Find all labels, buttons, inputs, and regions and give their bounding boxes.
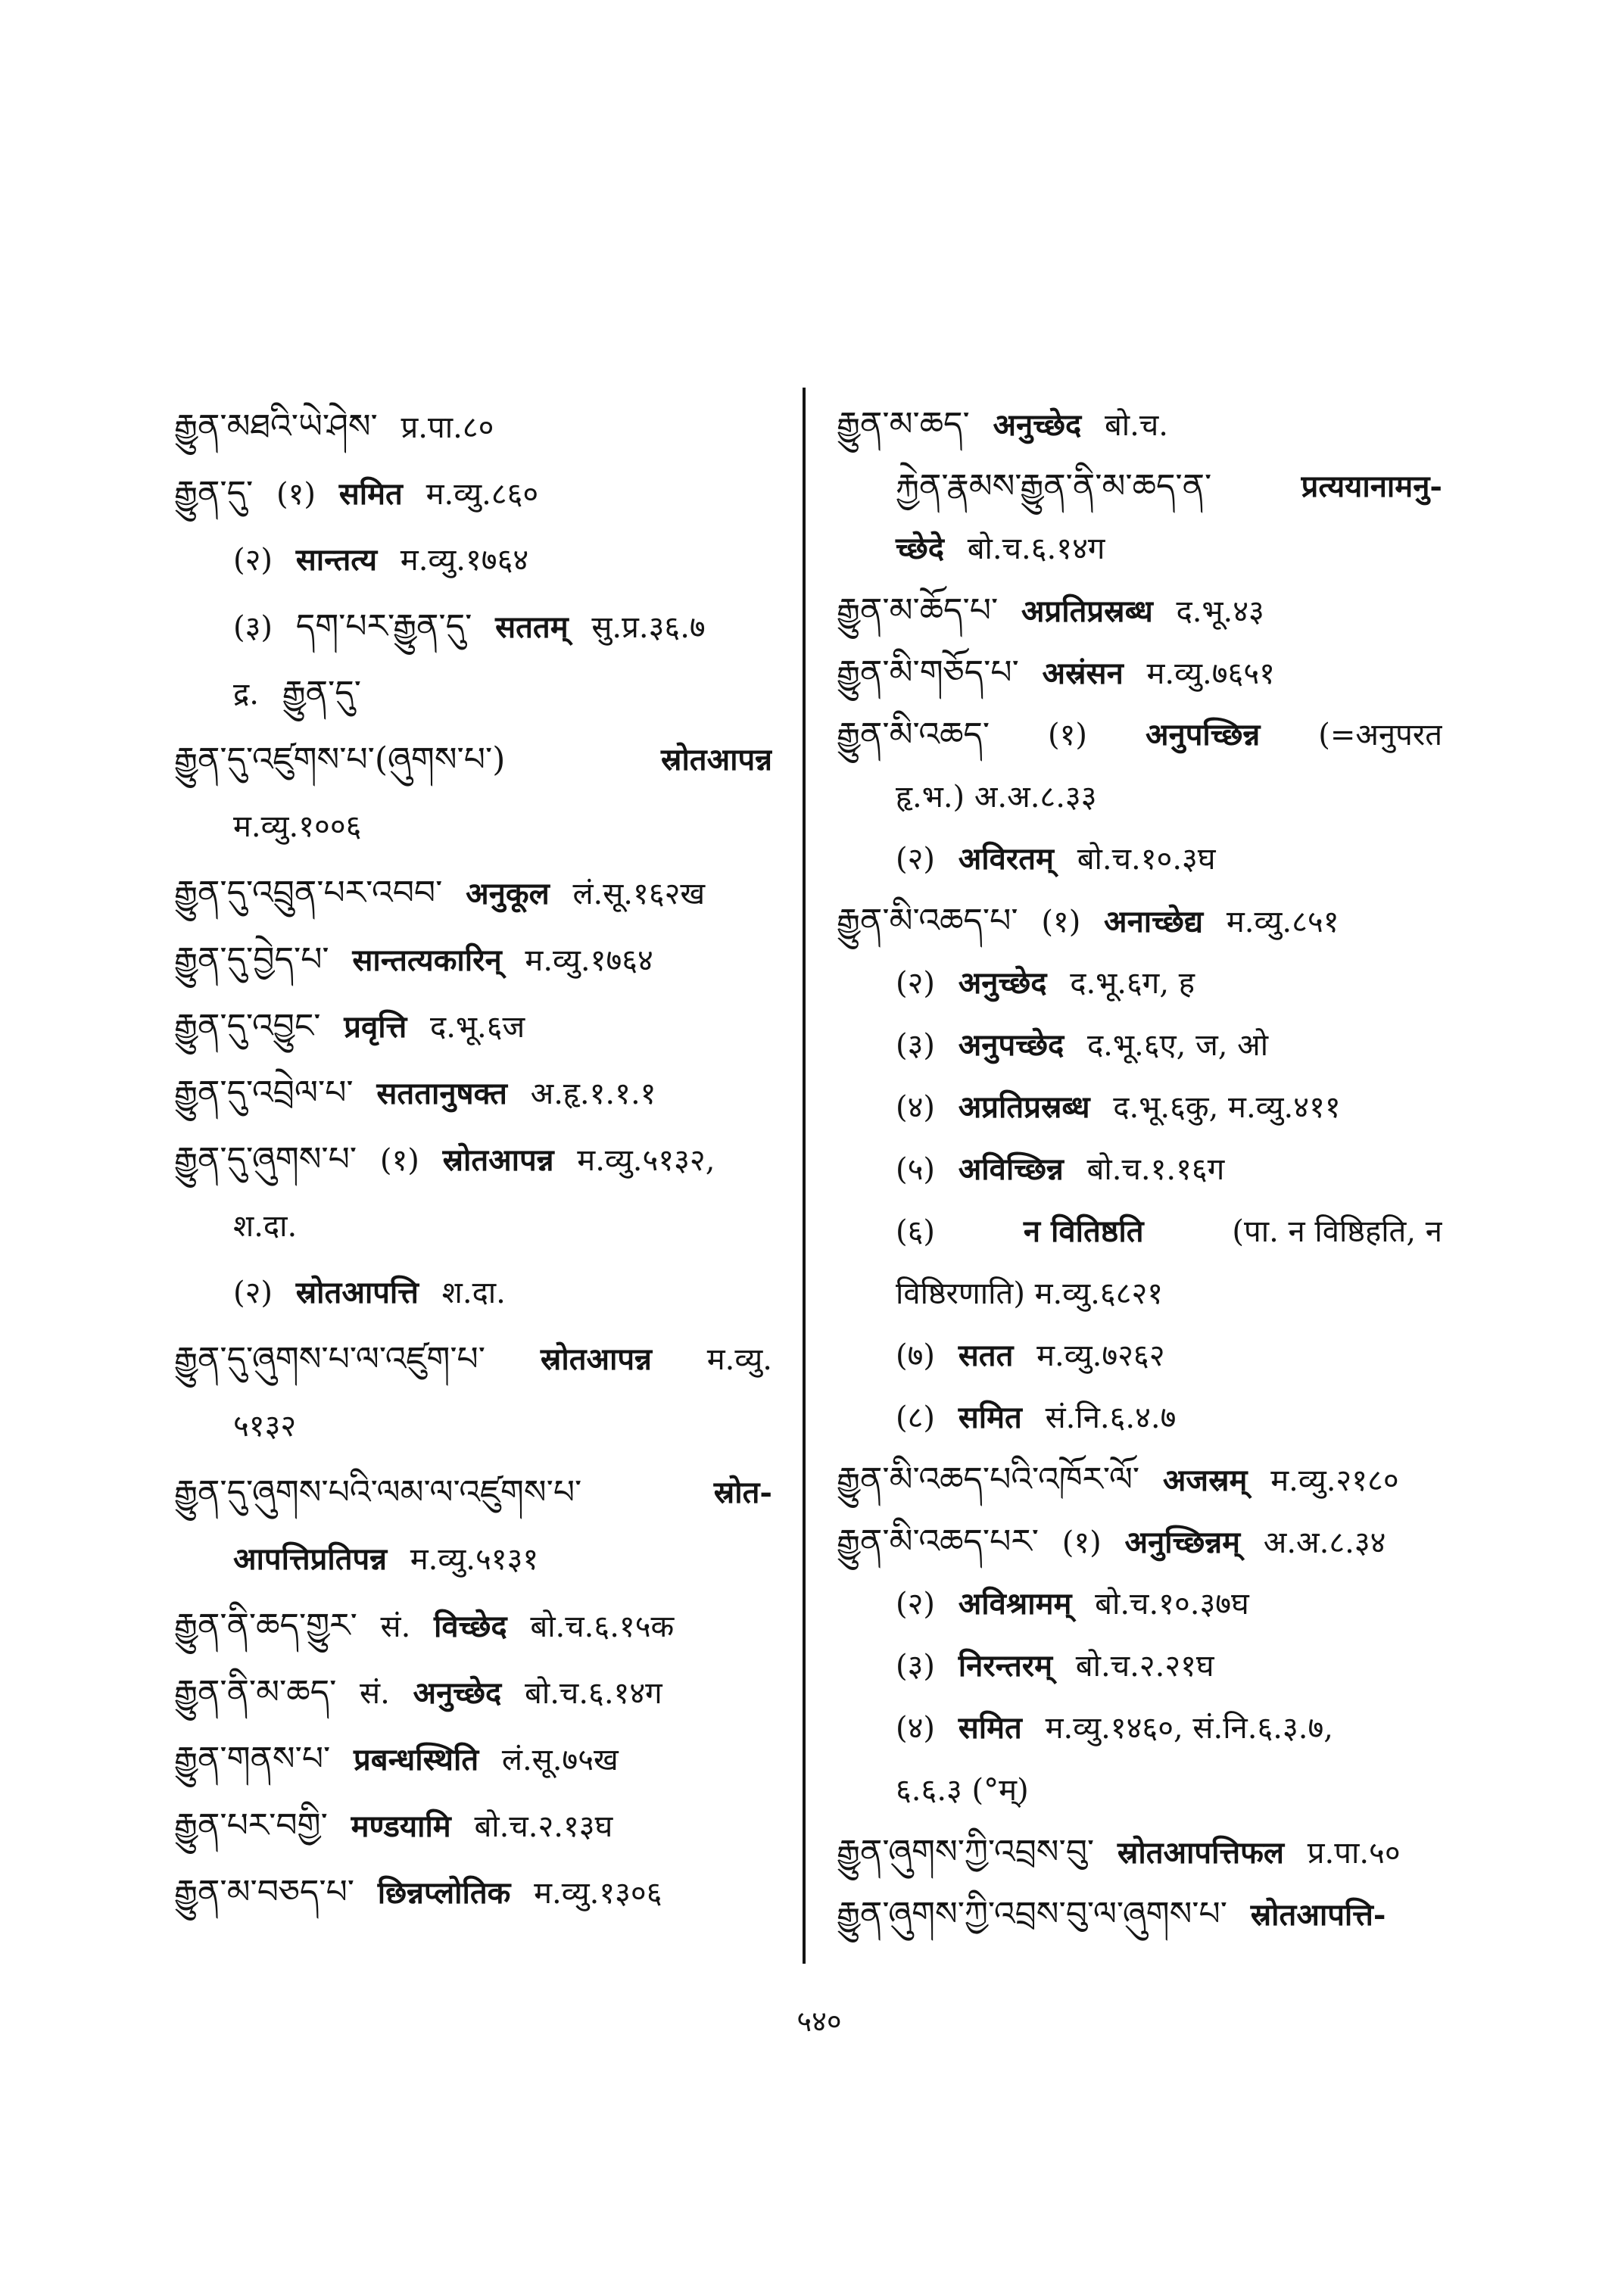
reference: बो.च.१.१६ग bbox=[1086, 1152, 1225, 1187]
sense-number: (२) bbox=[896, 966, 936, 1001]
reference: ६.६.३ (°म्) bbox=[896, 1773, 1029, 1808]
cross-reference-line bbox=[174, 660, 772, 727]
sanskrit-equivalent: स्रोतआपत्ति- bbox=[1250, 1897, 1386, 1933]
sense-number: (२) bbox=[233, 543, 273, 578]
continuation-line bbox=[174, 1193, 772, 1260]
tibetan-headword: རྒྱུན་པར་བགྱི་ bbox=[174, 1806, 328, 1845]
sense-number: (३) bbox=[896, 1028, 936, 1063]
continuation-line bbox=[174, 1393, 772, 1460]
reference: म.व्यु.५१३१ bbox=[410, 1542, 539, 1577]
sense-number: (३) bbox=[896, 1649, 936, 1684]
source-label: सं. bbox=[360, 1676, 390, 1711]
tibetan-cross-reference: རྒྱུན་དུ་ bbox=[282, 674, 361, 712]
entry-line bbox=[174, 1126, 772, 1193]
sense-line bbox=[837, 1635, 1442, 1697]
sense-line bbox=[174, 527, 772, 594]
entry-line bbox=[174, 394, 772, 460]
reference: म.व्यु.७२६२ bbox=[1036, 1338, 1165, 1373]
entry-line bbox=[837, 394, 1442, 456]
reference: बो.च.१०.३७घ bbox=[1095, 1587, 1249, 1622]
tibetan-headword: རྒྱུན་ཞུགས་ཀྱི་འབྲས་བུ་ bbox=[837, 1833, 1095, 1871]
sanskrit-equivalent: स्रोत- bbox=[713, 1475, 772, 1510]
reference: बो.च.६.१४ग bbox=[967, 531, 1105, 566]
tibetan-headword: རྒྱུན་གནས་པ་ bbox=[174, 1740, 331, 1778]
reference: (=अनुपरत bbox=[1318, 718, 1442, 752]
sense-line bbox=[837, 1076, 1442, 1139]
reference: अ.अ.८.३४ bbox=[1263, 1525, 1386, 1560]
sanskrit-equivalent: अनुच्छिन्नम् bbox=[1124, 1525, 1241, 1560]
tibetan-headword: རྒྱུན་ཞུགས་ཀྱི་འབྲས་བུ་ལ་ཞུགས་པ་ bbox=[837, 1895, 1227, 1933]
tibetan-headword: རྒྱུན་དུ་ཞུགས་པ་ bbox=[174, 1140, 357, 1179]
sanskrit-equivalent: प्रत्ययानामनु- bbox=[1301, 469, 1442, 504]
reference: लं.सू.७५ख bbox=[501, 1743, 619, 1777]
reference: म.व्यु.१७६४ bbox=[525, 943, 653, 978]
sanskrit-equivalent: अनुपच्छेद bbox=[958, 1027, 1064, 1063]
sense-line bbox=[174, 1260, 772, 1326]
see-label: द्र. bbox=[233, 677, 259, 712]
sense-line bbox=[174, 594, 772, 660]
sense-number: (१) bbox=[1061, 1525, 1102, 1560]
sense-number: (५) bbox=[896, 1152, 936, 1187]
tibetan-headword: རྒྱུན་མཐའི་ཡེ་ཤེས་ bbox=[174, 407, 378, 446]
sanskrit-equivalent: स्रोतआपन्न bbox=[661, 742, 772, 777]
reference: सु.प्र.३६.७ bbox=[591, 610, 706, 645]
continuation-line bbox=[174, 793, 772, 860]
tibetan-headword: རྒྱུན་ནི་ཆད་གྱུར་ bbox=[174, 1606, 357, 1645]
sense-number: (१) bbox=[1048, 718, 1088, 752]
sanskrit-equivalent: प्रवृत्ति bbox=[344, 1009, 407, 1045]
sanskrit-equivalent: स्रोतआपन्न bbox=[442, 1142, 554, 1178]
continuation-line bbox=[837, 766, 1442, 828]
entry-line bbox=[837, 1449, 1442, 1511]
reference: म.व्यु.१४६०, सं.नि.६.३.७, bbox=[1045, 1711, 1334, 1746]
entry-line bbox=[174, 927, 772, 993]
tibetan-headword: རྒྱུན་དུ་ཞུགས་པའི་ལམ་ལ་འཛུགས་པ་ bbox=[174, 1473, 582, 1512]
sense-number: (३) bbox=[233, 610, 273, 645]
tibetan-headword: རྒྱུན་མ་ཆོད་པ་ bbox=[837, 591, 999, 630]
sanskrit-equivalent: अप्रतिप्रस्रब्ध bbox=[1021, 594, 1153, 629]
reference: ५१३२ bbox=[233, 1409, 297, 1444]
sanskrit-equivalent: मण्डयामि bbox=[351, 1809, 451, 1844]
reference: द.भू.६ग, ह bbox=[1070, 966, 1195, 1001]
sanskrit-equivalent: आपत्तिप्रतिपन्न bbox=[233, 1541, 388, 1577]
tibetan-headword: རྒྱུན་མ་བཅད་པ་ bbox=[174, 1873, 355, 1911]
reference: बो.च.१०.३घ bbox=[1077, 842, 1216, 877]
sanskrit-equivalent: विच्छेद bbox=[434, 1609, 507, 1644]
reference: श.दा. bbox=[233, 1209, 298, 1244]
tibetan-headword: རྒྱུན་དུ་བྱེད་པ་ bbox=[174, 940, 329, 979]
tibetan-headword: རྒྱུན་ནི་མ་ཆད་ bbox=[174, 1673, 337, 1712]
sanskrit-equivalent: सततम् bbox=[495, 609, 569, 645]
entry-line bbox=[174, 460, 772, 527]
continuation-line bbox=[174, 1526, 772, 1593]
sanskrit-equivalent: समित bbox=[958, 1400, 1022, 1435]
entry-line bbox=[837, 704, 1442, 766]
entry-line bbox=[174, 1793, 772, 1859]
reference: म.व्यु.१३०६ bbox=[534, 1876, 662, 1911]
reference: सं.नि.६.४.७ bbox=[1045, 1400, 1177, 1435]
reference: श.दा. bbox=[441, 1276, 506, 1310]
tibetan-headword: རྒྱུན་དུ་འབྲེལ་པ་ bbox=[174, 1073, 354, 1112]
continuation-line bbox=[837, 1759, 1442, 1821]
reference: बो.च. bbox=[1104, 408, 1168, 443]
entry-line bbox=[174, 993, 772, 1060]
reference: प्र.पा.८० bbox=[401, 410, 494, 445]
sanskrit-equivalent: अस्रंसन bbox=[1042, 656, 1124, 691]
sanskrit-equivalent: अप्रतिप्रस्रब्ध bbox=[958, 1089, 1090, 1125]
reference: प्र.पा.५० bbox=[1307, 1836, 1401, 1871]
reference: म.व्यु.८५१ bbox=[1226, 905, 1339, 939]
reference: द.भू.६कु, म.व्यु.४११ bbox=[1113, 1090, 1341, 1125]
reference: म.व्यु.५१३२, bbox=[577, 1143, 715, 1178]
entry-line bbox=[174, 1460, 772, 1526]
entry-line bbox=[174, 727, 772, 793]
sense-number: (१) bbox=[379, 1143, 419, 1178]
sense-number: (१) bbox=[276, 477, 316, 512]
entry-line bbox=[837, 1821, 1442, 1883]
reference: म.व्यु.१७६४ bbox=[400, 543, 529, 578]
tibetan-headword: རྒྱུན་མི་འཆད་ bbox=[837, 715, 990, 754]
sanskrit-equivalent: सतत bbox=[958, 1338, 1014, 1373]
reference: द.भू.६ज bbox=[429, 1010, 525, 1045]
continuation-line bbox=[837, 1263, 1442, 1325]
sense-number: (२) bbox=[233, 1276, 273, 1310]
sanskrit-equivalent: अनुपच्छिन्न bbox=[1145, 717, 1261, 752]
entry-line bbox=[174, 1326, 772, 1393]
sense-number: (२) bbox=[896, 1587, 936, 1622]
tibetan-phrase: རྐྱེན་རྣམས་རྒྱུན་ནི་མ་ཆད་ན་ bbox=[896, 467, 1212, 506]
reference: अ.हृ.१.१.१ bbox=[530, 1076, 656, 1111]
tibetan-headword: རྒྱུན་དུ་འབྱུང་ bbox=[174, 1007, 321, 1045]
sanskrit-equivalent: न वितिष्ठति bbox=[1023, 1213, 1144, 1249]
sanskrit-equivalent: च्छेदे bbox=[896, 531, 944, 566]
sense-number: (६) bbox=[896, 1214, 936, 1249]
reference: म.व्यु.८६० bbox=[425, 477, 539, 512]
sanskrit-equivalent: स्रोतआपत्ति bbox=[295, 1275, 419, 1310]
sanskrit-equivalent: निरन्तरम् bbox=[958, 1648, 1053, 1684]
entry-line bbox=[174, 860, 772, 927]
sanskrit-equivalent: स्रोतआपन्न bbox=[540, 1341, 652, 1377]
tibetan-headword: རྒྱུན་དུ་འཛུགས་པ་(ཞུགས་པ་) bbox=[174, 740, 506, 779]
entry-line bbox=[174, 1659, 772, 1726]
tibetan-headword: རྒྱུན་དུ་ bbox=[174, 474, 254, 512]
sanskrit-equivalent: अजस्रम् bbox=[1162, 1463, 1248, 1498]
sense-line bbox=[837, 1387, 1442, 1449]
sanskrit-equivalent: अनुच्छेद bbox=[958, 965, 1047, 1001]
tibetan-headword: རྒྱུན་མི་འཆད་པར་ bbox=[837, 1522, 1039, 1561]
reference: द.भू.६ए, ज, ओ bbox=[1086, 1028, 1269, 1063]
sense-number: (२) bbox=[896, 842, 936, 877]
sanskrit-equivalent: सान्तत्यकारिन् bbox=[352, 942, 502, 978]
sense-line bbox=[837, 1325, 1442, 1387]
entry-line bbox=[174, 1593, 772, 1659]
continuation-line bbox=[837, 518, 1442, 580]
sanskrit-equivalent: प्रबन्धस्थिति bbox=[354, 1742, 479, 1777]
entry-line bbox=[837, 1511, 1442, 1573]
sense-line bbox=[837, 1201, 1442, 1263]
sanskrit-equivalent: समित bbox=[338, 476, 403, 512]
sense-line bbox=[837, 1697, 1442, 1759]
sanskrit-equivalent: अनुच्छेद bbox=[413, 1675, 502, 1711]
reference: म.व्यु.७६५१ bbox=[1146, 656, 1275, 691]
sense-line bbox=[837, 1573, 1442, 1635]
sense-line bbox=[837, 1139, 1442, 1201]
tibetan-phrase: དག་པར་རྒྱུན་དུ་ bbox=[295, 607, 472, 646]
sense-line bbox=[837, 1014, 1442, 1076]
right-column bbox=[837, 394, 1442, 1946]
sanskrit-equivalent: अनुच्छेद bbox=[993, 407, 1082, 443]
sanskrit-equivalent: अविरतम् bbox=[958, 841, 1054, 877]
reference: म.व्यु.२१८० bbox=[1270, 1463, 1399, 1498]
reference: द.भू.४३ bbox=[1176, 594, 1264, 629]
tibetan-headword: རྒྱུན་མི་གཅོད་པ་ bbox=[837, 653, 1019, 692]
entry-line bbox=[837, 642, 1442, 704]
reference: बो.च.६.१४ग bbox=[525, 1676, 662, 1711]
sense-line bbox=[837, 952, 1442, 1014]
sense-number: (१) bbox=[1041, 905, 1081, 939]
sanskrit-equivalent: समित bbox=[958, 1710, 1022, 1746]
sanskrit-equivalent: सततानुषक्त bbox=[376, 1076, 507, 1111]
sanskrit-equivalent: स्रोतआपत्तिफल bbox=[1117, 1835, 1285, 1871]
tibetan-headword: རྒྱུན་མི་འཆད་པའི་འཁོར་ལོ་ bbox=[837, 1460, 1140, 1499]
entry-line bbox=[837, 580, 1442, 642]
reference: विष्ठिरणाति) म.व्यु.६८२१ bbox=[896, 1276, 1164, 1311]
sense-number: (४) bbox=[896, 1090, 936, 1125]
sanskrit-equivalent: अविच्छिन्न bbox=[958, 1151, 1064, 1187]
reference: म.व्यु. bbox=[706, 1342, 772, 1377]
example-line bbox=[837, 456, 1442, 518]
entry-line bbox=[174, 1726, 772, 1793]
entry-line bbox=[174, 1060, 772, 1126]
reference: बो.च.२.२१घ bbox=[1075, 1649, 1214, 1684]
sense-number: (७) bbox=[896, 1338, 936, 1373]
sense-number: (८) bbox=[896, 1400, 936, 1435]
tibetan-headword: རྒྱུན་དུ་ཞུགས་པ་ལ་འཛུག་པ་ bbox=[174, 1340, 486, 1379]
sanskrit-equivalent: अनुकूल bbox=[466, 876, 550, 911]
sanskrit-equivalent: सान्तत्य bbox=[295, 542, 378, 578]
reference: लं.सू.१६२ख bbox=[572, 877, 706, 911]
reference: म.व्यु.१००६ bbox=[233, 809, 362, 844]
sanskrit-equivalent: अविश्रामम् bbox=[958, 1586, 1072, 1622]
reference: बो.च.६.१५क bbox=[530, 1609, 675, 1644]
entry-line bbox=[174, 1859, 772, 1926]
tibetan-headword: རྒྱུན་མ་ཆད་ bbox=[837, 405, 970, 444]
entry-line bbox=[837, 1883, 1442, 1946]
tibetan-headword: རྒྱུན་མི་འཆད་པ་ bbox=[837, 902, 1018, 940]
left-column bbox=[174, 394, 772, 1926]
source-label: सं. bbox=[380, 1609, 411, 1644]
entry-line bbox=[837, 890, 1442, 952]
tibetan-headword: རྒྱུན་དུ་འབྲུན་པར་འབབ་ bbox=[174, 874, 443, 912]
column-divider bbox=[803, 388, 806, 1964]
sanskrit-equivalent: छिन्नप्लोतिक bbox=[377, 1875, 511, 1911]
reference: बो.च.२.१३घ bbox=[474, 1809, 613, 1844]
sense-line bbox=[837, 828, 1442, 890]
page-number: ५४० bbox=[796, 2005, 842, 2038]
sense-number: (४) bbox=[896, 1711, 936, 1746]
reference: (पा. न विष्ठिहति, न bbox=[1232, 1214, 1442, 1249]
reference: हृ.भ.) अ.अ.८.३३ bbox=[896, 780, 1097, 815]
sanskrit-equivalent: अनाच्छेद्य bbox=[1104, 904, 1204, 939]
